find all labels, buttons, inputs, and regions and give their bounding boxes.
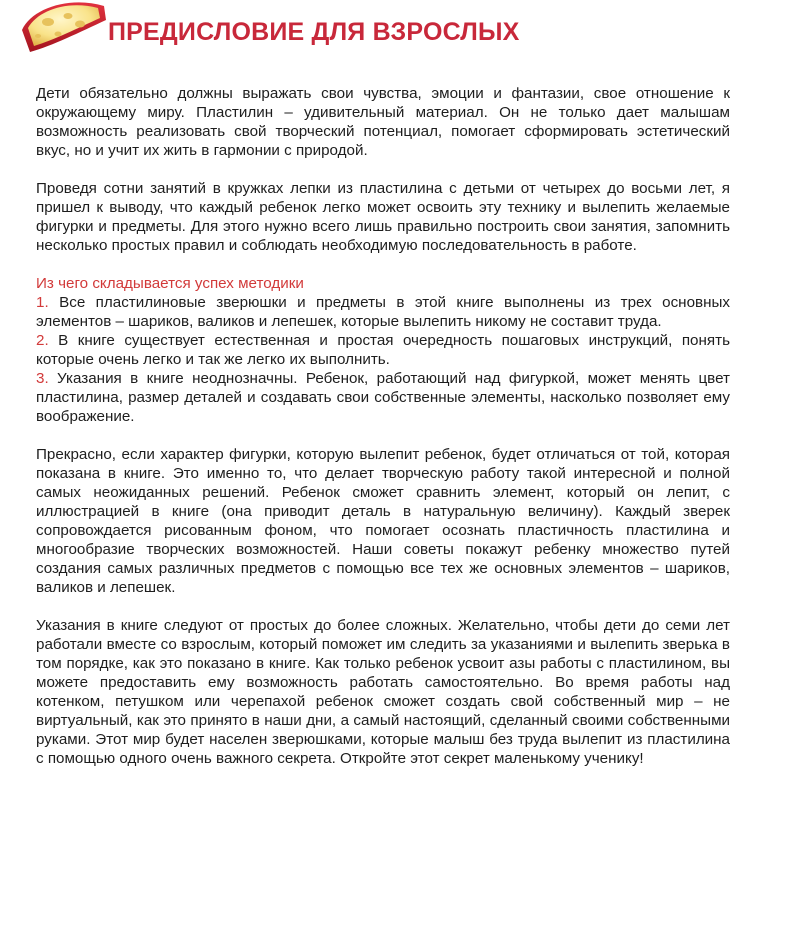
experience-paragraph: Проведя сотни занятий в кружках лепки из пластилина с детьми от четырех до восьми лет, я пришел к выводу, что каждый ребенок легко может освоить эту технику и вылепить желаемые фигурки и предметы. Для этого нужно всего лишь правильно построить свои занятия, запомнить несколько простых правил и соблюдать необходимую последовательность в работе. — [36, 180, 730, 254]
list-item-number: 1. — [36, 294, 49, 311]
guidance-paragraph: Указания в книге следуют от простых до более сложных. Желательно, чтобы дети до семи лет работали вместе со взрослым, который поможет им следить за указаниями и вылепить зверька в том порядке, как это показано в книге. Как только ребенок усвоит азы работы с пластилином, вы можете предоставить ему возможность работать самостоятельно. Во время работы над котенком, петушком или черепахой ребенок сможет создать свой собственный мир – не виртуальный, как это принято в наши дни, а самый настоящий, сделанный своими собственными руками. Этот мир будет населен зверюшками, которые малыш без труда вылепит из пластилина с помощью одного очень важного секрета. Откройте этот секрет маленькому ученику! — [36, 617, 730, 767]
method-subheading: Из чего складывается успех методики — [36, 275, 304, 292]
page-header — [0, 0, 800, 70]
intro-paragraph: Дети обязательно должны выражать свои чувства, эмоции и фантазии, свое отношение к окружающему миру. Пластилин – удивительный материал. Он не только дает малышам возможность реализовать свой творческий потенциал, помогает сформировать эстетический вкус, но и учит их жить в гармонии с природой. — [36, 85, 730, 159]
variation-paragraph: Прекрасно, если характер фигурки, которую вылепит ребенок, будет отличаться от той, которая показана в книге. Это именно то, что делает творческую работу такой интересной и полной самых неожиданных решений. Ребенок сможет сравнить элемент, который он лепит, с иллюстрацией в книге (она приводит деталь в натуральную величину). Каждый зверек сопровождается рисованным фоном, что помогает осознать пластичность пластилина и многообразие творческих возможностей. Наши советы покажут ребенку множество путей создания самых различных предметов с помощью все тех же основных элементов – шариков, валиков и лепешек. — [36, 446, 730, 596]
article-body — [36, 84, 730, 768]
cheese-icon — [18, 0, 118, 62]
list-item — [36, 331, 730, 369]
page-title: ПРЕДИСЛОВИЕ ДЛЯ ВЗРОСЛЫХ — [108, 18, 520, 46]
list-item-number: 2. — [36, 332, 49, 349]
list-item — [36, 293, 730, 331]
list-item-text: Указания в книге неоднозначны. Ребенок, работающий над фигуркой, может менять цвет пластилина, размер деталей и создавать свои собственные элементы, насколько позволяет ему воображение. — [36, 370, 730, 425]
list-item-text: Все пластилиновые зверюшки и предметы в этой книге выполнены из трех основных элементов – шариков, валиков и лепешек, которые вылепить никому не составит труда. — [36, 294, 730, 330]
list-item — [36, 369, 730, 426]
list-item-number: 3. — [36, 370, 49, 387]
list-item-text: В книге существует естественная и простая очередность пошаговых инструкций, понять которые очень легко и так же легко их выполнить. — [36, 332, 730, 368]
